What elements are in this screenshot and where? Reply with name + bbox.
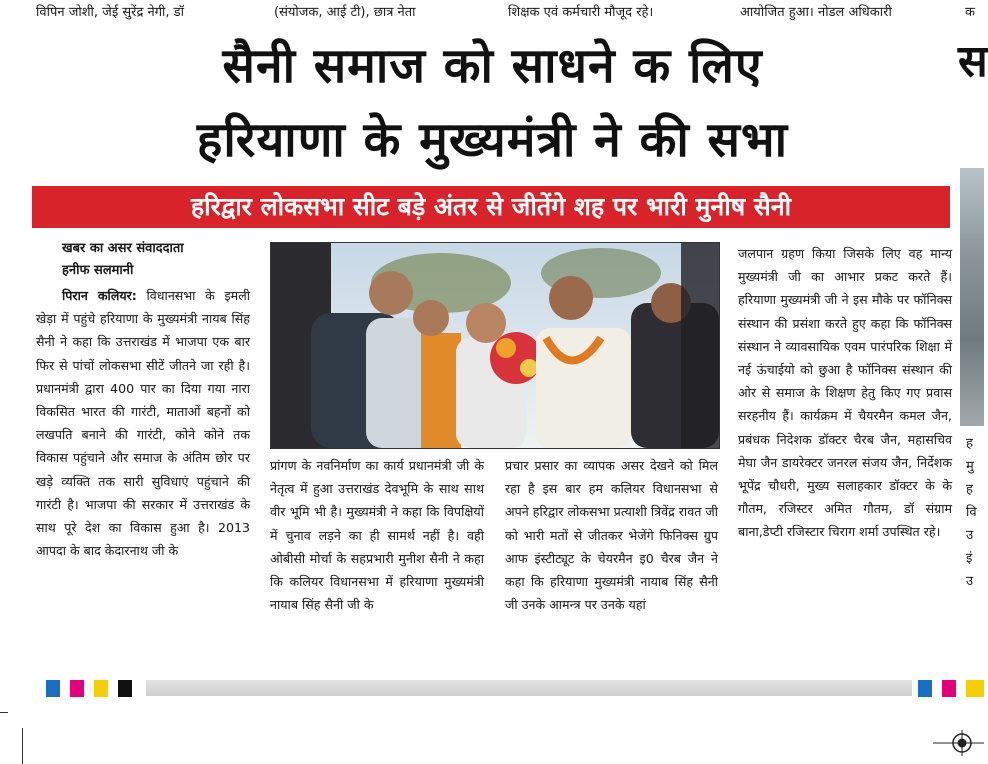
registration-square-yellow	[94, 680, 108, 697]
neighbor-text-6: इं	[966, 551, 973, 566]
top-fragment-4: आयोजित हुआ। नोडल अधिकारी	[740, 5, 892, 20]
neighbor-text-3: ह	[966, 482, 973, 497]
article-column-2	[270, 454, 484, 616]
column-2-text: प्रांगण के नवनिर्माण का कार्य प्रधानमंत्री जी के नेतृत्व में हुआ उत्तराखंड देवभूमि के साथ साथ वीर भूमि भी है। मुख्यमंत्री ने कहा कि विपक्षियों में चुनाव लड़ने का ही सामर्थ नहीं है। वही ओबीसी मोर्चा के सहप्रभारी मुनीश सैनी ने कहा कि कलियर विधानसभा में हरियाणा मुख्यमंत्री नायाब सिंह सैनी जी के	[270, 458, 484, 613]
dateline-place: पिरान कलियर:	[62, 288, 137, 303]
article-column-4	[738, 242, 952, 544]
neighbor-text-1: ह	[966, 436, 973, 451]
registration-square-magenta-right	[942, 680, 956, 697]
neighbor-photo-fragment	[960, 168, 984, 426]
top-fragment-1: विपिन जोशी, जेई सुरेंद्र नेगी, डॉ	[36, 5, 184, 20]
registration-gray-bar	[146, 680, 912, 696]
top-fragment-5: क	[965, 5, 975, 20]
photo-illustration	[271, 243, 719, 448]
column-4-text: जलपान ग्रहण किया जिसके लिए वह मान्य मुख्यमंत्री जी का आभार प्रकट करते हैं। हरियाणा मुख्यमंत्री जी ने इस मौके पर फॉनिक्स संस्थान की प्रसंशा करते हुए कहा कि फॉनिक्स संस्थान ने व्यावसायिक एवम पारंपरिक शिक्षा में नई ऊंचाईयो को छुआ है फॉनिक्स संस्थान की ओर से समाज के शिक्षण हेतु किए गए प्रवास सरहनीय हैं। कार्यक्रम में चैयरमैन कमल जैन, प्रबंधक निदेशक डॉक्टर चैरब जैन, महासचिव मेघा जैन डायरेक्टर जनरल संजय जैन, निर्देशक भूपेंद्र चौधरी, मुख्य सलाहकार डॉक्टर के के गौतम, रजिस्टर अमित गौतम, डॉ संग्राम बाना,डेप्टी रजिस्टार चिराग शर्मा उपस्थित रहे।	[738, 246, 952, 540]
registration-square-magenta	[70, 680, 84, 697]
byline-name: हनीफ सलमानी	[62, 263, 134, 278]
registration-square-yellow-right	[966, 680, 984, 697]
article-column-3	[505, 454, 718, 616]
neighbor-text-4: वि	[966, 505, 977, 520]
news-photo	[270, 242, 720, 449]
neighbor-column-fragment	[966, 432, 986, 593]
byline-reporter: खबर का असर संवाददाता	[62, 241, 184, 256]
registration-square-cyan-right	[918, 680, 932, 697]
column-1-text: विधानसभा के इमली खेड़ा में पहुंचे हरियाणा के मुख्यमंत्री नायब सिंह सैनी ने कहा कि उत्तराखंड में भाजपा एक बार फिर से पांचों लोकसभा सीटें जीतने जा रही है। प्रधानमंत्री द्वारा 400 पार का दिया गया नारा विकसित भारत की गारंटी, माताओं बहनों को लखपति बनाने की गारंटी, कोने कोने तक विकास पहुंचाने और समाज के अंतिम छोर पर खड़े व्यक्ति तक सारी सुविधाएं पहुंचाने की गारंटी है। भाजपा की सरकार में उत्तराखंड के साथ पूरे देश का विकास हुआ है। 2013 आपदा के बाद केदारनाथ जी के	[36, 288, 250, 559]
neighbor-text-7: उ	[966, 574, 974, 589]
top-fragment-3: शिक्षक एवं कर्मचारी मौजूद रहे।	[508, 5, 654, 20]
headline-line-2: हरियाणा के मुख्यमंत्री ने की सभा	[196, 112, 789, 168]
registration-mark-icon	[933, 728, 984, 758]
article-column-1	[36, 238, 250, 562]
subheadline-band: हरिद्वार लोकसभा सीट बड़े अंतर से जीतेंगे शह पर भारी मुनीष सैनी	[32, 186, 950, 228]
registration-square-cyan	[46, 680, 60, 697]
neighbor-text-2: मु	[966, 459, 974, 474]
registration-square-black	[118, 680, 132, 697]
crop-mark-left	[0, 712, 8, 713]
headline-line-1: सैनी समाज को साधने क लिए	[222, 38, 763, 94]
top-fragment-2: (संयोजक, आई टी), छात्र नेता	[274, 5, 416, 20]
neighbor-headline-fragment: स	[958, 36, 988, 87]
column-3-text: प्रचार प्रसार का व्यापक असर देखने को मिल रहा है इस बार हम कलियर विधानसभा से अपने हरिद्वार लोकसभा प्रत्याशी त्रिवेंद्र रावत जी को भारी मतों से जीतकर भेजेंगे फिनिक्स ग्रुप आफ इंस्टीट्यूट के चेयरमैन इ0 चैरब जैन ने कहा कि हरियाणा मुख्यमंत्री नायाब सिंह सैनी जी उनके आमन्त्र पर उनके यहां	[505, 458, 718, 613]
crop-mark-bottom	[22, 728, 23, 764]
neighbor-text-5: उ	[966, 528, 974, 543]
